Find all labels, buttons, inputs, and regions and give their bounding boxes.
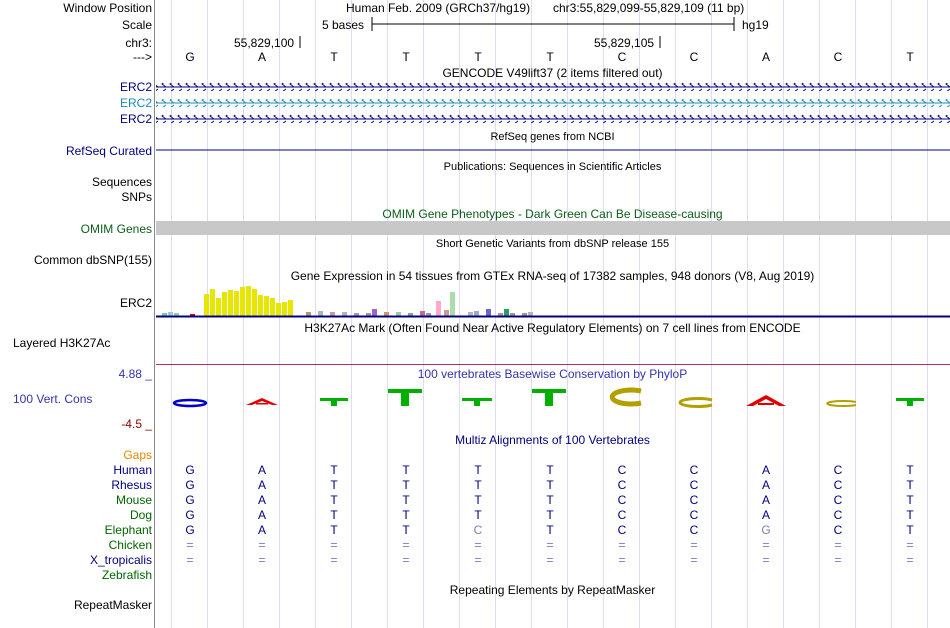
- aligned-base: =: [834, 553, 842, 567]
- aligned-base: A: [257, 508, 266, 522]
- label-scale: Scale: [121, 18, 152, 32]
- label-omim[interactable]: OMIM Genes: [80, 222, 152, 236]
- track-title-dbsnp[interactable]: Short Genetic Variants from dbSNP release 155: [435, 238, 670, 250]
- label-human[interactable]: Human: [113, 463, 152, 477]
- label-repeatmasker[interactable]: RepeatMasker: [73, 598, 152, 612]
- phylop-letter-c: [680, 399, 712, 407]
- label-rhesus[interactable]: Rhesus: [111, 478, 152, 492]
- aligned-base: G: [185, 493, 195, 507]
- aligned-base: C: [689, 523, 699, 537]
- aligned-base: C: [689, 478, 699, 492]
- label-chr: chr3:: [125, 36, 152, 50]
- phylop-letter-t: [388, 389, 422, 406]
- aligned-base: =: [546, 553, 554, 567]
- aligned-base: T: [330, 508, 338, 522]
- aligned-base: C: [689, 508, 699, 522]
- phylop-letter-c: [827, 401, 856, 406]
- aligned-base: =: [762, 553, 770, 567]
- aligned-base: C: [617, 508, 627, 522]
- aligned-base: =: [402, 553, 410, 567]
- phylop-letter-c: [612, 390, 641, 404]
- phylop-letter-g: [174, 400, 206, 406]
- aligned-base: T: [906, 463, 914, 477]
- aligned-base: T: [474, 463, 482, 477]
- track-title-gtex[interactable]: Gene Expression in 54 tissues from GTEx RNA-seq of 17382 samples, 948 donors (V8, Aug 2019): [290, 269, 815, 283]
- coord-tick-1: 55,829,100: [234, 36, 295, 50]
- position-readout: chr3:55,829,099-55,829,109 (11 bp): [553, 1, 745, 15]
- aligned-base: T: [906, 478, 914, 492]
- aligned-base: T: [402, 478, 410, 492]
- aligned-base: T: [546, 508, 554, 522]
- aligned-base: T: [906, 523, 914, 537]
- label-cons-min: -4.5 _: [121, 417, 152, 431]
- aligned-base: G: [185, 523, 195, 537]
- aligned-base: =: [618, 553, 626, 567]
- track-title-gencode[interactable]: GENCODE V49lift37 (2 items filtered out): [442, 66, 663, 80]
- track-title-phylop[interactable]: 100 vertebrates Basewise Conservation by PhyloP: [417, 367, 688, 381]
- aligned-base: T: [402, 523, 410, 537]
- aligned-base: T: [474, 478, 482, 492]
- aligned-base: G: [185, 508, 195, 522]
- aligned-base: =: [258, 538, 266, 552]
- label-snps[interactable]: SNPs: [121, 190, 152, 204]
- label-refseq[interactable]: RefSeq Curated: [65, 144, 152, 158]
- aligned-base: A: [257, 478, 266, 492]
- aligned-base: =: [762, 538, 770, 552]
- base: A: [761, 50, 770, 64]
- phylop-letter-t: [896, 398, 924, 406]
- aligned-base: =: [618, 538, 626, 552]
- label-h3k27ac[interactable]: Layered H3K27Ac: [13, 336, 111, 350]
- aligned-base: C: [833, 478, 843, 492]
- aligned-base: =: [690, 553, 698, 567]
- label-elephant[interactable]: Elephant: [104, 523, 152, 537]
- aligned-base: A: [761, 508, 770, 522]
- phylop-letter-a: [246, 398, 278, 405]
- aligned-base: C: [833, 463, 843, 477]
- label-cons[interactable]: 100 Vert. Cons: [13, 392, 93, 406]
- aligned-base: =: [186, 538, 194, 552]
- base: C: [617, 50, 627, 64]
- aligned-base: G: [185, 478, 195, 492]
- aligned-base: =: [834, 538, 842, 552]
- track-title-h3k27ac[interactable]: H3K27Ac Mark (Often Found Near Active Regulatory Elements) on 7 cell lines from ENCODE: [304, 321, 801, 335]
- label-gaps[interactable]: Gaps: [123, 448, 152, 462]
- label-zebrafish[interactable]: Zebrafish: [101, 568, 152, 582]
- aligned-base: A: [761, 493, 770, 507]
- aligned-base: G: [185, 463, 195, 477]
- label-strand-arrow: --->: [133, 50, 152, 64]
- aligned-base: A: [761, 478, 770, 492]
- label-erc2-a[interactable]: ERC2: [119, 80, 152, 94]
- aligned-base: C: [689, 463, 699, 477]
- scale-db: hg19: [742, 18, 769, 32]
- aligned-base: =: [402, 538, 410, 552]
- label-cons-max: 4.88 _: [118, 367, 152, 381]
- label-dog[interactable]: Dog: [129, 508, 152, 522]
- phylop-letter-t: [320, 398, 348, 406]
- label-xtrop[interactable]: X_tropicalis: [89, 553, 152, 567]
- aligned-base: =: [330, 538, 338, 552]
- aligned-base: T: [402, 508, 410, 522]
- base: T: [330, 50, 338, 64]
- track-title-repeatmasker[interactable]: Repeating Elements by RepeatMasker: [449, 583, 656, 597]
- aligned-base: T: [546, 478, 554, 492]
- aligned-base: T: [330, 493, 338, 507]
- aligned-base: T: [546, 463, 554, 477]
- label-erc2-c[interactable]: ERC2: [119, 112, 152, 126]
- phylop-letter-t: [532, 389, 566, 406]
- aligned-base: =: [258, 553, 266, 567]
- phylop-letter-t: [462, 398, 492, 406]
- aligned-base: T: [402, 463, 410, 477]
- label-gtex-gene[interactable]: ERC2: [119, 296, 152, 310]
- base: A: [257, 50, 266, 64]
- track-title-omim[interactable]: OMIM Gene Phenotypes - Dark Green Can Be Disease-causing: [382, 207, 723, 221]
- aligned-base: A: [761, 463, 770, 477]
- aligned-base: A: [257, 463, 266, 477]
- aligned-base: =: [474, 538, 482, 552]
- aligned-base: C: [833, 523, 843, 537]
- track-title-publications[interactable]: Publications: Sequences in Scientific Articles: [443, 161, 662, 173]
- label-mouse[interactable]: Mouse: [115, 493, 152, 507]
- aligned-base: T: [906, 493, 914, 507]
- base: G: [185, 50, 195, 64]
- aligned-base: T: [546, 523, 554, 537]
- aligned-base: A: [257, 493, 266, 507]
- aligned-base: T: [474, 493, 482, 507]
- label-chicken[interactable]: Chicken: [108, 538, 152, 552]
- scale-text: 5 bases: [322, 18, 365, 32]
- aligned-base: =: [690, 538, 698, 552]
- label-dbsnp[interactable]: Common dbSNP(155): [33, 253, 152, 267]
- coord-tick-2: 55,829,105: [594, 36, 655, 50]
- assembly-title: Human Feb. 2009 (GRCh37/hg19): [346, 1, 531, 15]
- aligned-base: C: [617, 493, 627, 507]
- aligned-base: C: [617, 478, 627, 492]
- track-title-multiz[interactable]: Multiz Alignments of 100 Vertebrates: [455, 433, 650, 447]
- track-title-refseq[interactable]: RefSeq genes from NCBI: [490, 131, 615, 143]
- aligned-base: C: [689, 493, 699, 507]
- aligned-base: =: [330, 553, 338, 567]
- aligned-base-mismatch: C: [473, 523, 483, 537]
- aligned-base: T: [906, 508, 914, 522]
- aligned-base: =: [906, 538, 914, 552]
- base: T: [402, 50, 410, 64]
- base: T: [906, 50, 914, 64]
- label-erc2-b[interactable]: ERC2: [119, 96, 152, 110]
- label-sequences[interactable]: Sequences: [91, 175, 152, 189]
- aligned-base: T: [474, 508, 482, 522]
- phylop-letter-a: [746, 395, 786, 406]
- aligned-base: =: [546, 538, 554, 552]
- aligned-base: C: [617, 463, 627, 477]
- aligned-base: T: [402, 493, 410, 507]
- aligned-base: =: [186, 553, 194, 567]
- aligned-base: T: [546, 493, 554, 507]
- aligned-base: A: [257, 523, 266, 537]
- base: C: [833, 50, 843, 64]
- aligned-base: T: [330, 463, 338, 477]
- base: T: [474, 50, 482, 64]
- label-window-position: Window Position: [63, 1, 152, 15]
- aligned-base: T: [330, 523, 338, 537]
- aligned-base: C: [833, 493, 843, 507]
- aligned-base-mismatch: G: [761, 523, 771, 537]
- aligned-base: =: [906, 553, 914, 567]
- base: C: [689, 50, 699, 64]
- aligned-base: =: [474, 553, 482, 567]
- base: T: [546, 50, 554, 64]
- aligned-base: T: [330, 478, 338, 492]
- aligned-base: C: [833, 508, 843, 522]
- aligned-base: C: [617, 523, 627, 537]
